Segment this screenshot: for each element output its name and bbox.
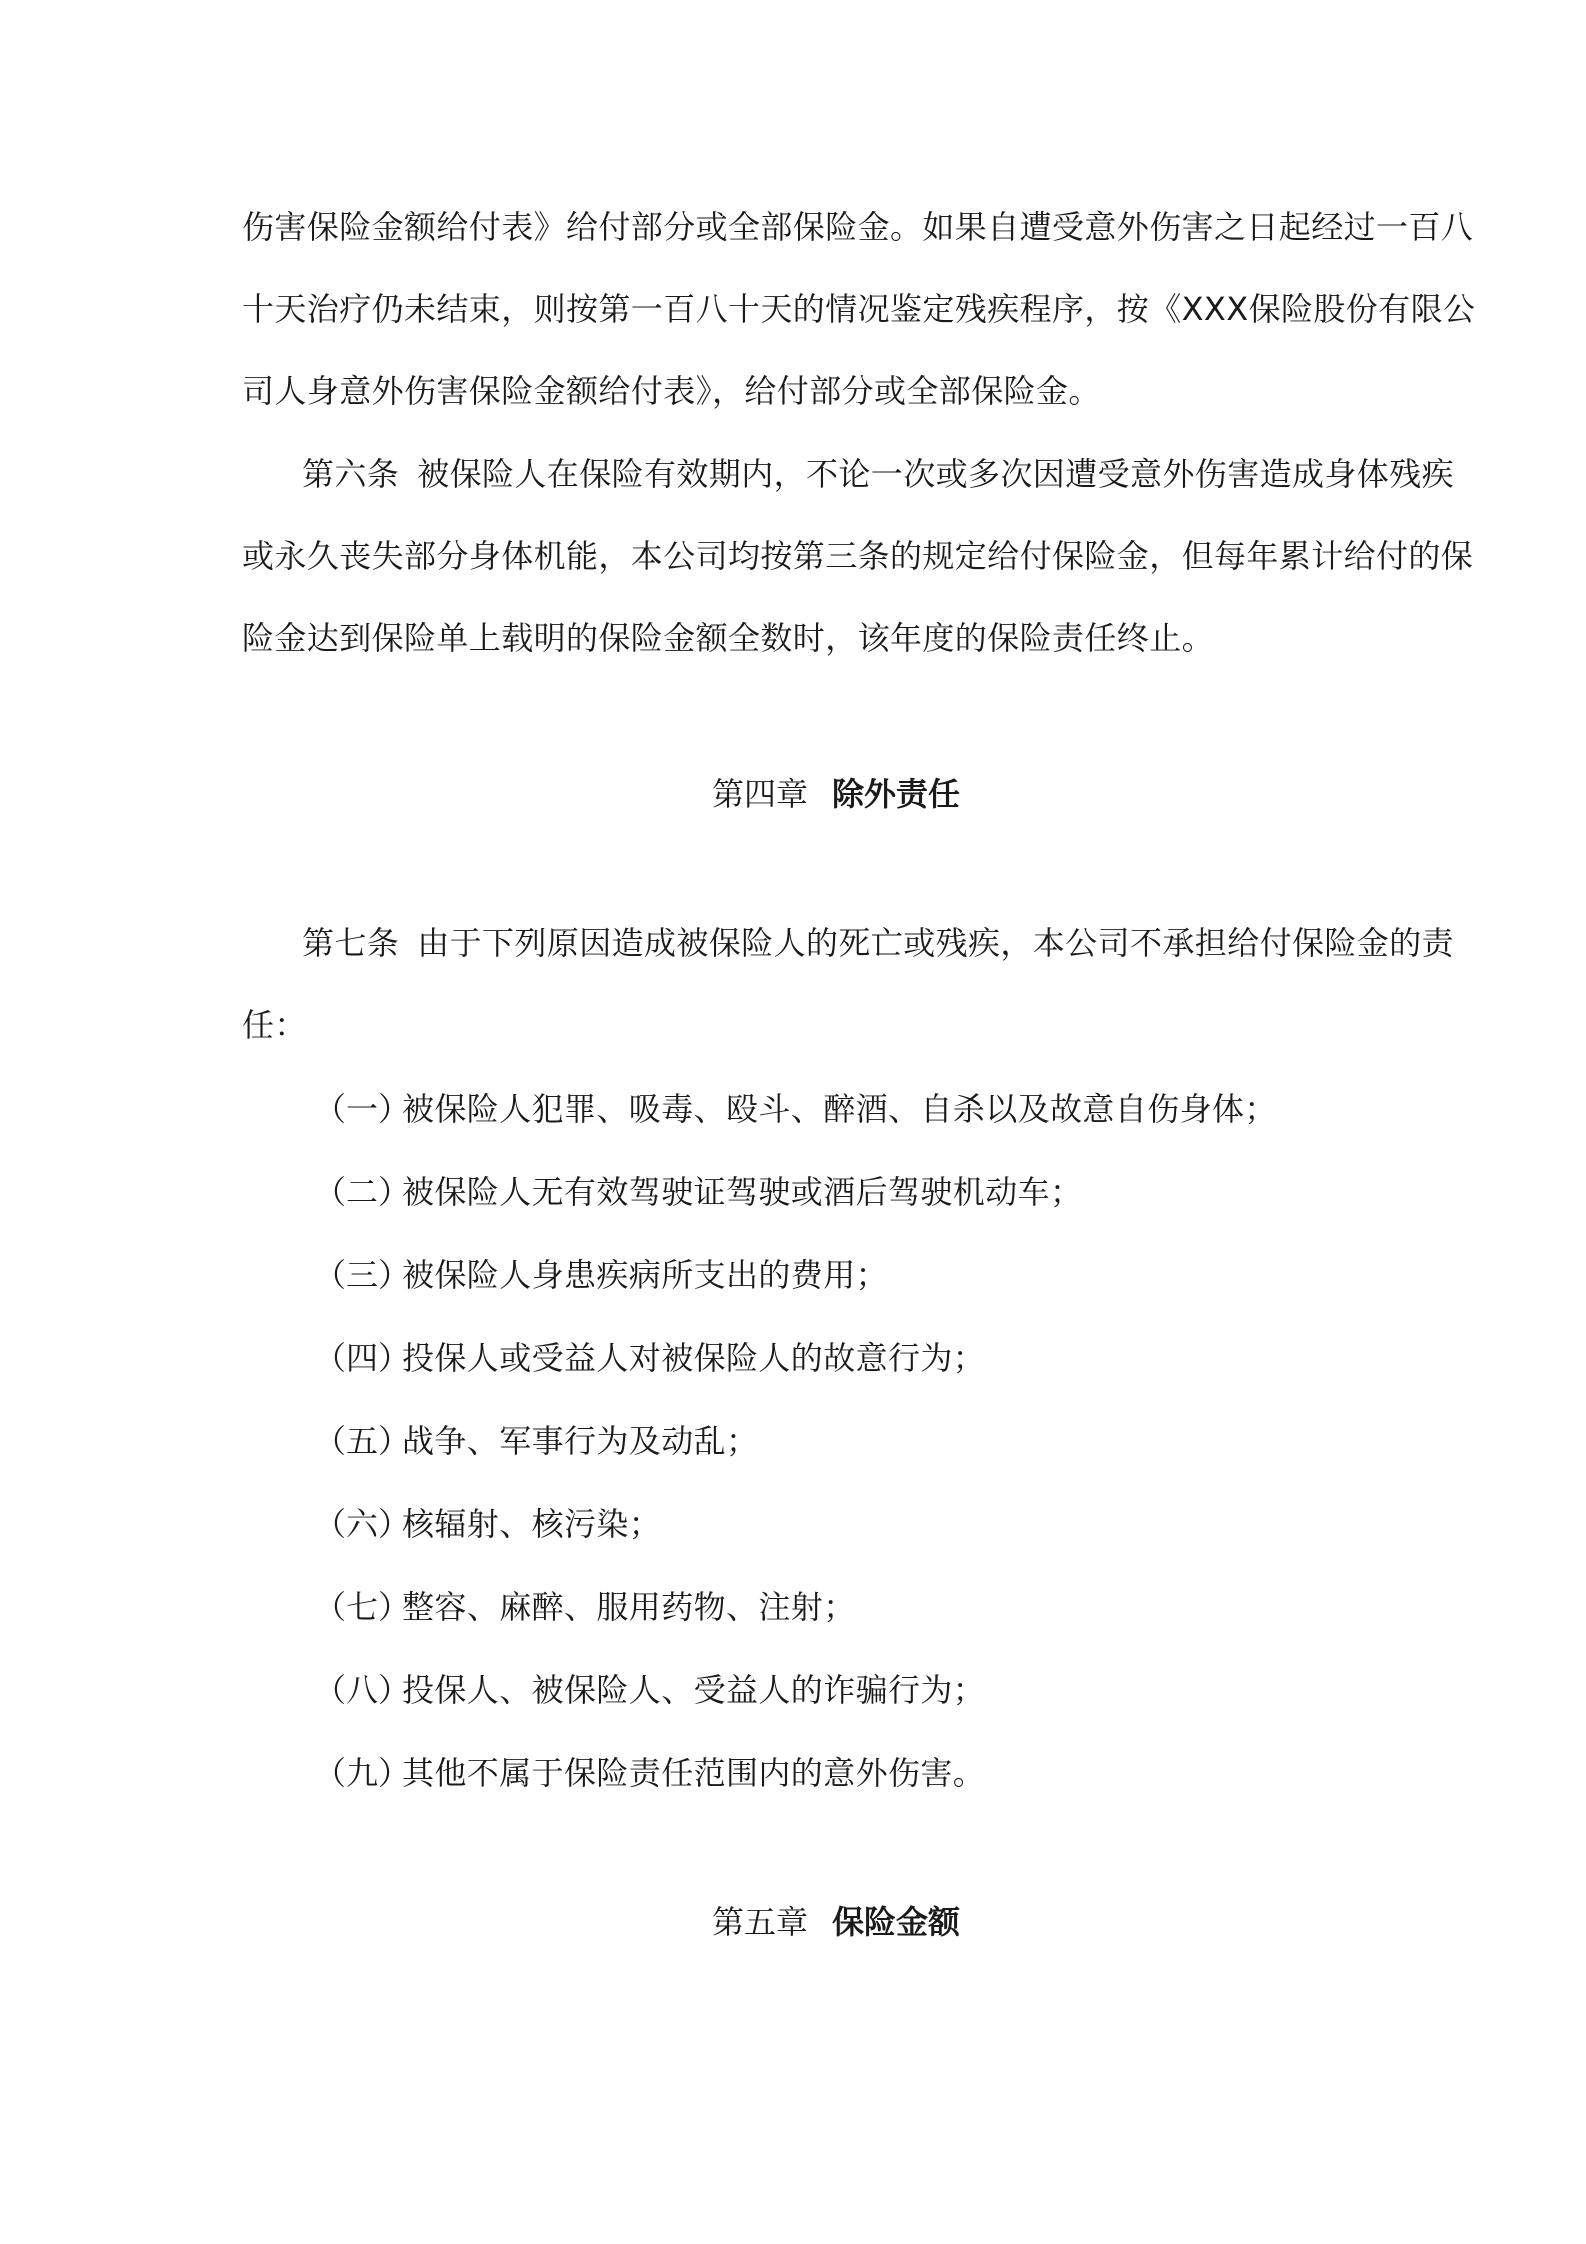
list-item-marker: （四）	[314, 1339, 411, 1377]
article-6-line-2: 或永久丧失部分身体机能，本公司均按第三条的规定给付保险金，但每年累计给付的保	[242, 537, 1474, 575]
list-item-marker: （二）	[314, 1173, 411, 1211]
article-7-text: 由于下列原因造成被保险人的死亡或残疾，本公司不承担给付保险金的责	[417, 924, 1455, 962]
article-6-text: 被保险人在保险有效期内，不论一次或多次因遭受意外伤害造成身体残疾	[417, 455, 1455, 493]
list-item-text: 被保险人犯罪、吸毒、殴斗、醉酒、自杀以及故意自伤身体；	[402, 1090, 1277, 1128]
article-7-line-2: 任：	[242, 1006, 307, 1044]
list-item-text: 整容、麻醉、服用药物、注射；	[402, 1588, 856, 1626]
list-item-marker: （六）	[314, 1505, 411, 1543]
chapter-4-heading	[712, 774, 960, 814]
article-7-number: 第七条	[302, 924, 400, 962]
list-item-text: 其他不属于保险责任范围内的意外伤害。	[402, 1754, 986, 1792]
chapter-5-number: 第五章	[712, 1903, 809, 1941]
list-item-text: 被保险人无有效驾驶证驾驶或酒后驾驶机动车；	[402, 1173, 1083, 1211]
list-item-text: 核辐射、核污染；	[402, 1505, 662, 1543]
list-item-marker: （五）	[314, 1422, 411, 1460]
article-7-line-1	[302, 923, 1454, 963]
article-6-line-1	[302, 454, 1454, 494]
chapter-5-heading	[712, 1902, 960, 1942]
list-item-text: 被保险人身患疾病所支出的费用；	[402, 1256, 889, 1294]
list-item-marker: （七）	[314, 1588, 411, 1626]
article-6-number: 第六条	[302, 455, 400, 493]
list-item-text: 投保人或受益人对被保险人的故意行为；	[402, 1339, 986, 1377]
paragraph-line: 伤害保险金额给付表》给付部分或全部保险金。如果自遭受意外伤害之日起经过一百八	[242, 208, 1474, 246]
list-item-marker: （九）	[314, 1754, 411, 1792]
list-item-text: 战争、军事行为及动乱；	[402, 1422, 759, 1460]
chapter-5-title: 保险金额	[832, 1903, 961, 1941]
paragraph-line: 十天治疗仍未结束，则按第一百八十天的情况鉴定残疾程序，按《XXX保险股份有限公	[242, 290, 1476, 328]
list-item-text: 投保人、被保险人、受益人的诈骗行为；	[402, 1671, 986, 1709]
article-6-line-3: 险金达到保险单上载明的保险金额全数时，该年度的保险责任终止。	[242, 619, 1215, 657]
chapter-4-title: 除外责任	[832, 775, 961, 813]
list-item-marker: （三）	[314, 1256, 411, 1294]
paragraph-line: 司人身意外伤害保险金额给付表》，给付部分或全部保险金。	[242, 372, 1101, 410]
chapter-4-number: 第四章	[712, 775, 809, 813]
list-item-marker: （一）	[314, 1090, 411, 1128]
list-item-marker: （八）	[314, 1671, 411, 1709]
